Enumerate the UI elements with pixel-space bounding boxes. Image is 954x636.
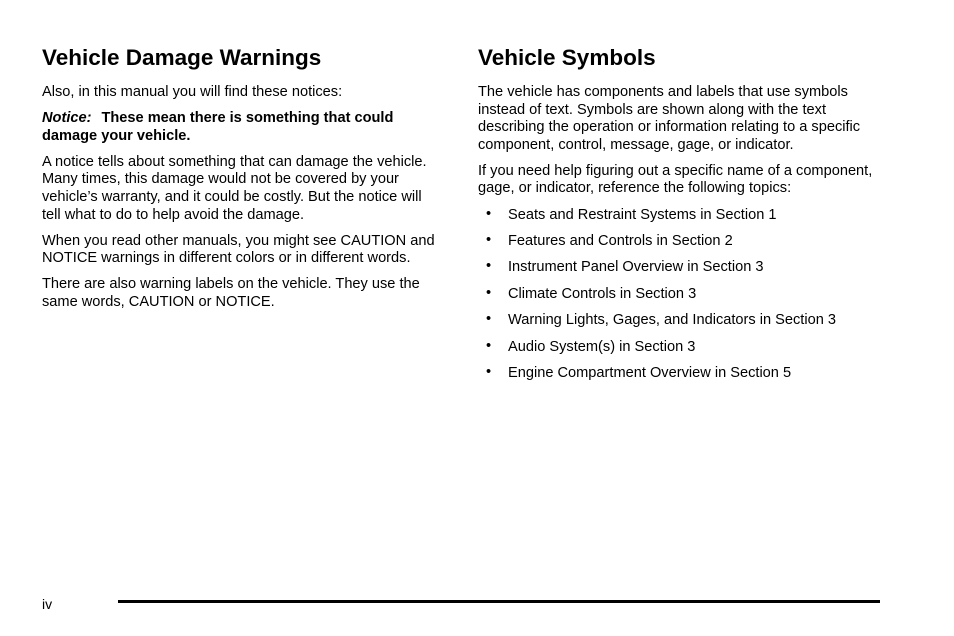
notice-label: Notice: xyxy=(42,110,92,127)
body-paragraph: When you read other manuals, you might see CAUTION and NOTICE warnings in different colors or in different words. xyxy=(42,232,435,267)
list-item xyxy=(478,339,888,357)
topic-text: Engine Compartment Overview in Section 5 xyxy=(508,364,792,381)
intro-paragraph: Also, in this manual you will find these notices: xyxy=(42,84,343,100)
topic-text: Instrument Panel Overview in Section 3 xyxy=(508,259,764,276)
body-paragraph: A notice tells about something that can damage the vehicle. Many times, this damage would not be covered by your vehicle’s warranty, and it could be costly. But the notice will tell what to do to help avoid the damage. xyxy=(42,153,427,223)
bullet-icon: • xyxy=(486,284,492,301)
bullet-icon: • xyxy=(486,337,492,354)
body-paragraph: If you need help figuring out a specific name of a component, gage, or indicator, reference the following topics: xyxy=(478,162,873,197)
body-paragraph: There are also warning labels on the vehicle. They use the same words, CAUTION or NOTICE. xyxy=(42,276,420,310)
bullet-icon: • xyxy=(486,231,492,248)
section-title-vehicle-symbols: Vehicle Symbols xyxy=(478,45,656,70)
topic-text: Warning Lights, Gages, and Indicators in Section 3 xyxy=(508,312,837,329)
topic-text: Features and Controls in Section 2 xyxy=(508,232,733,249)
topic-text: Audio System(s) in Section 3 xyxy=(508,338,696,355)
right-column xyxy=(478,44,888,391)
page-number: iv xyxy=(42,596,53,612)
notice-text: These mean there is something that could damage your vehicle. xyxy=(42,110,394,144)
notice-paragraph xyxy=(42,110,442,145)
list-item xyxy=(478,233,888,251)
topic-text: Seats and Restraint Systems in Section 1 xyxy=(508,206,777,223)
body-paragraph: The vehicle has components and labels that use symbols instead of text. Symbols are shown along with the text describing the operation or information relating to a specific component, control, message, gage, or indicator. xyxy=(478,84,861,153)
left-column xyxy=(42,44,442,320)
topics-list xyxy=(478,207,888,383)
bullet-icon: • xyxy=(486,363,492,380)
list-item xyxy=(478,312,888,330)
bullet-icon: • xyxy=(486,311,492,328)
list-item xyxy=(478,259,888,277)
list-item xyxy=(478,365,888,383)
section-title-vehicle-damage-warnings: Vehicle Damage Warnings xyxy=(42,45,322,70)
list-item xyxy=(478,286,888,304)
topic-text: Climate Controls in Section 3 xyxy=(508,285,697,302)
list-item xyxy=(478,207,888,225)
footer-rule xyxy=(118,600,880,603)
bullet-icon: • xyxy=(486,205,492,222)
bullet-icon: • xyxy=(486,258,492,275)
